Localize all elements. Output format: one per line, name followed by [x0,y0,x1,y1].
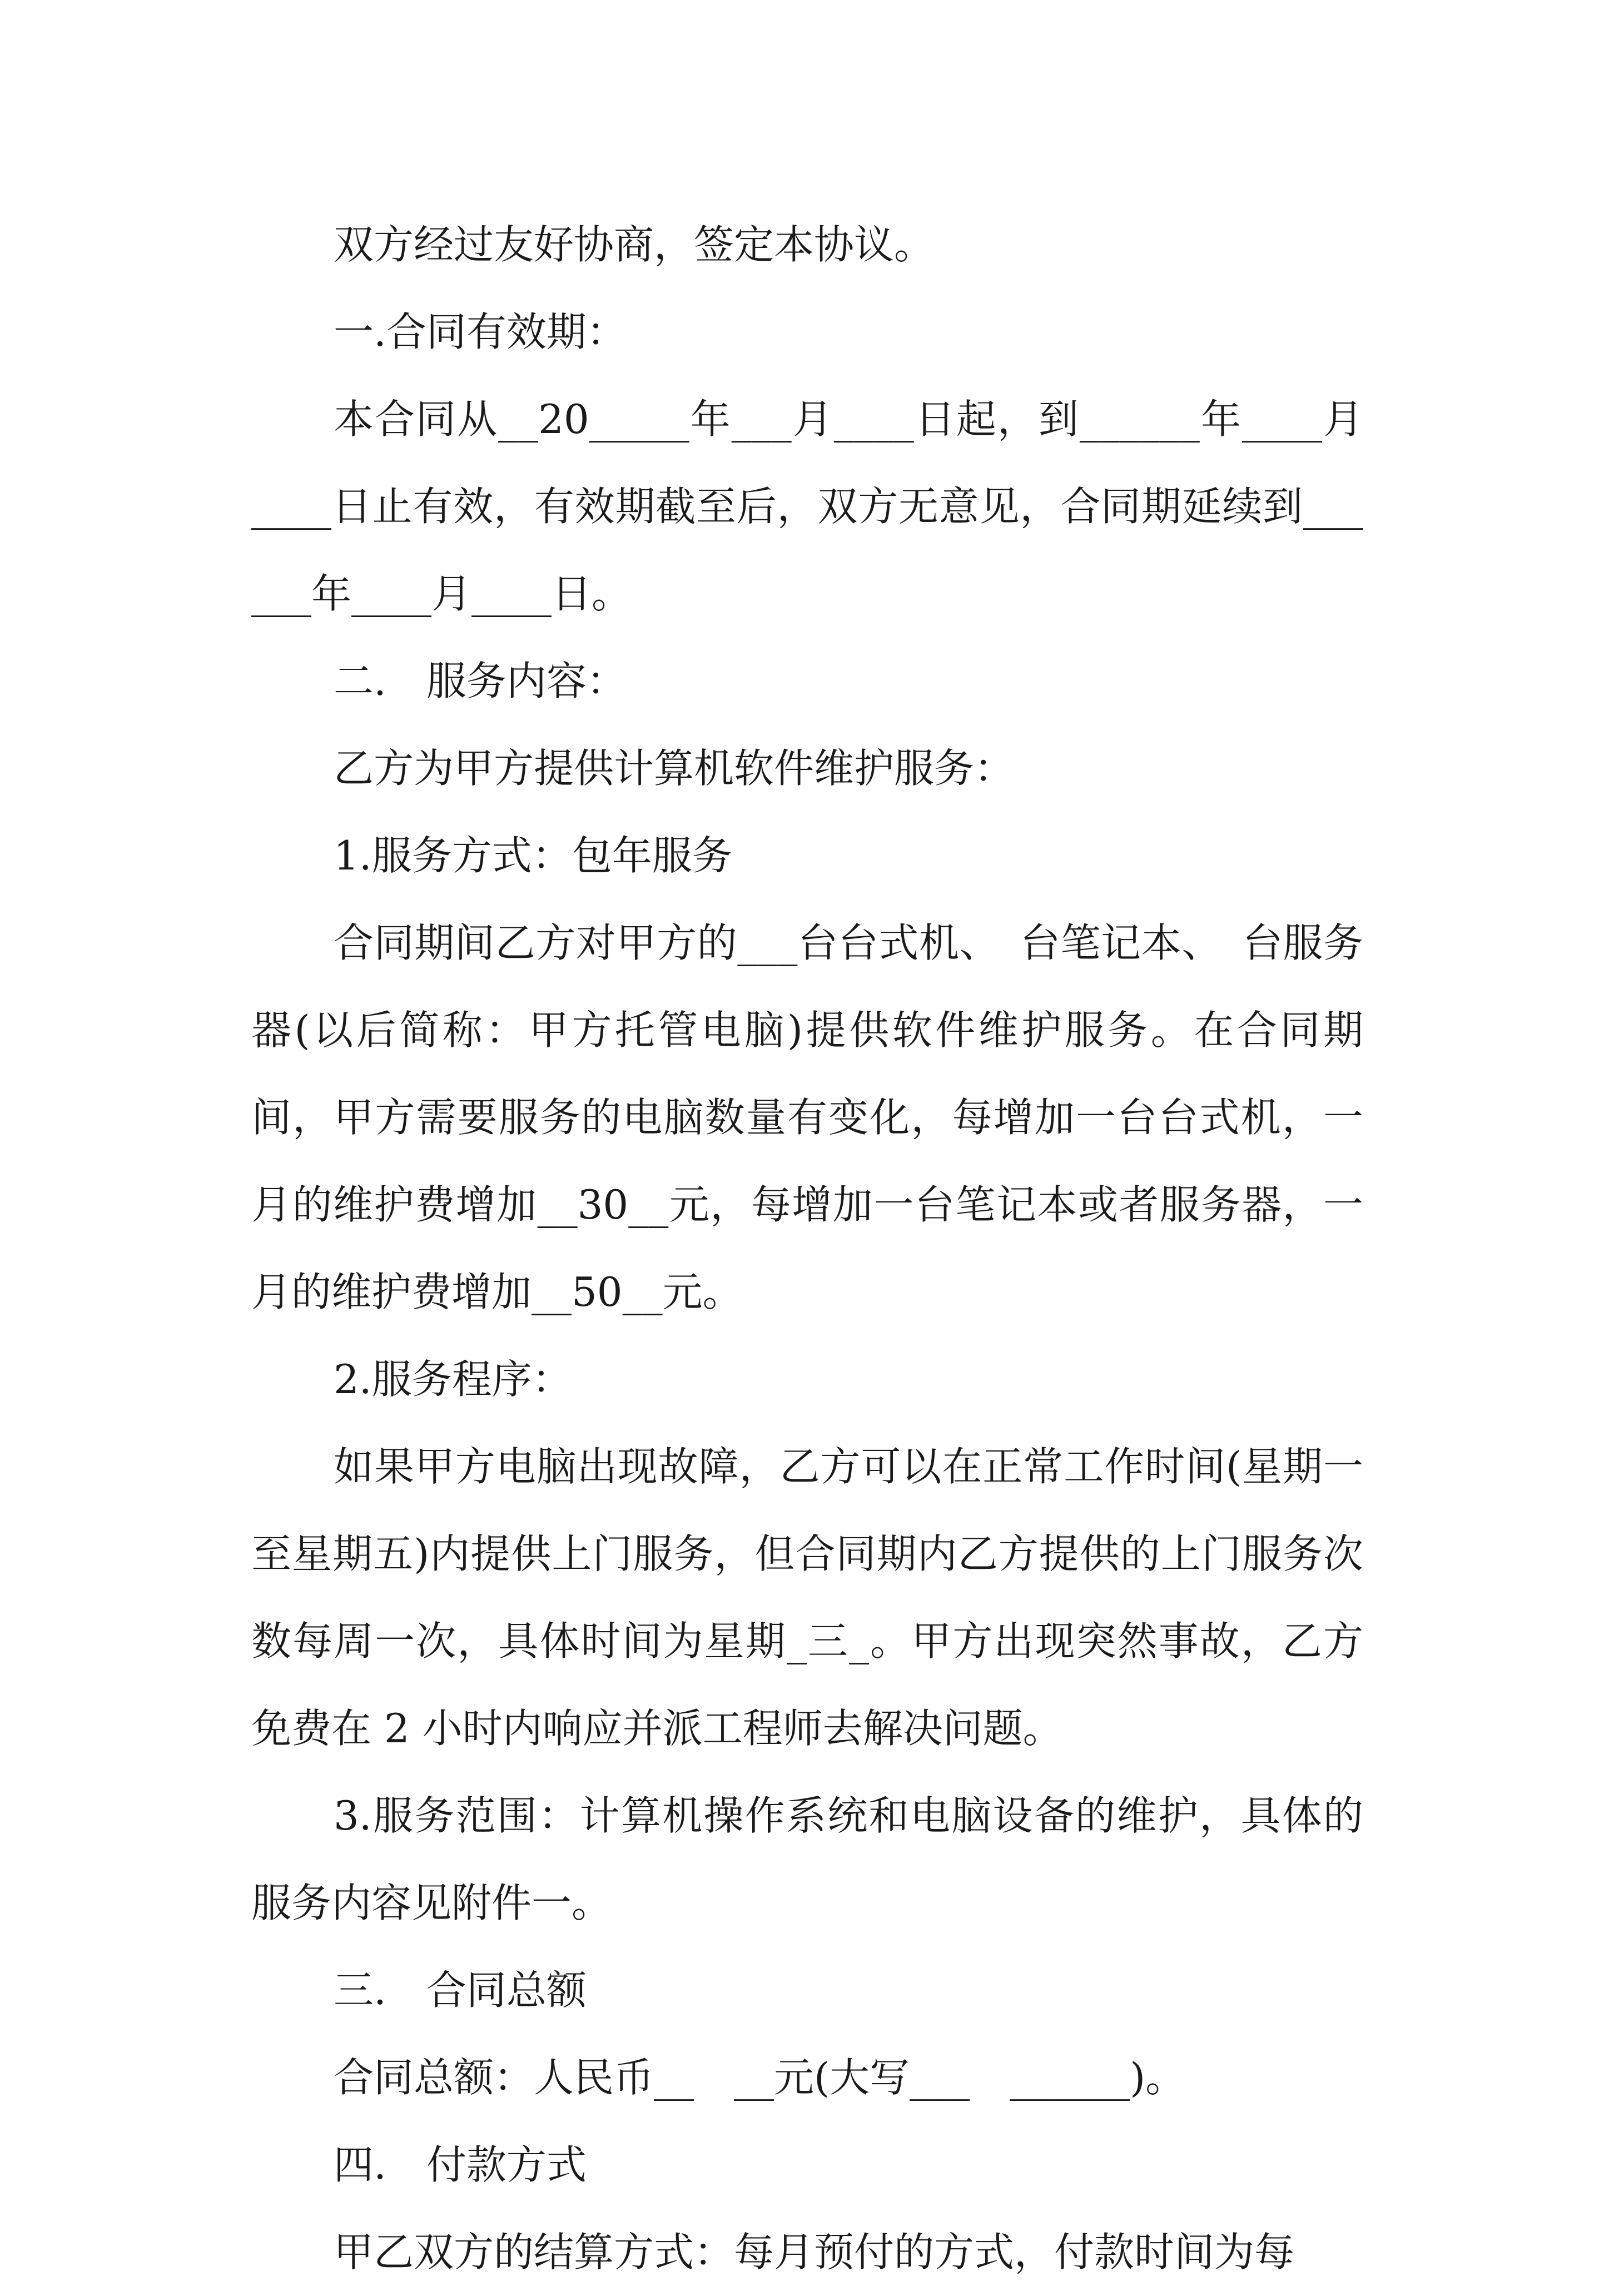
document-body [251,201,1363,2296]
paragraph-service-scope: 3.服务范围：计算机操作系统和电脑设备的维护，具体的服务内容见附件一。 [251,1792,1363,1926]
paragraph-service-procedure: 如果甲方电脑出现故障，乙方可以在正常工作时间(星期一至星期五)内提供上门服务，但合同期内乙方提供的上门服务次数每周一次，具体时间为星期_三_。甲方出现突然事故，乙方免费在 2 小时内响应并派工程师去解决问题。 [251,1443,1363,1752]
paragraph-service-intro: 乙方为甲方提供计算机软件维护服务： [334,745,1015,792]
subheading-service-mode: 1.服务方式：包年服务 [334,832,732,879]
subheading-service-procedure: 2.服务程序： [334,1356,572,1403]
paragraph-agreement-intro: 双方经过友好协商，签定本协议。 [334,221,935,268]
paragraph-contract-total: 合同总额：人民币__ __元(大写___ ______)。 [334,2054,1186,2101]
heading-payment-method: 四. 付款方式 [334,2141,587,2188]
heading-contract-term: 一.合同有效期： [334,309,627,355]
paragraph-payment-method: 甲乙双方的结算方式：每月预付的方式，付款时间为每 [334,2229,1295,2275]
paragraph-contract-term: 本合同从__20_____年___月____日起，到______年____月____日止有效，有效期截至后，双方无意见，合同期延续到______年____月____日。 [251,396,1363,617]
paragraph-service-mode: 合同期间乙方对甲方的___台台式机、 台笔记本、 台服务器(以后简称：甲方托管电脑)提供软件维护服务。在合同期间，甲方需要服务的电脑数量有变化，每增加一台台式机，一月的维护费增加__30__元，每增加一台笔记本或者服务器，一月的维护费增加__50__元。 [251,920,1363,1315]
heading-contract-total: 三. 合同总额 [334,1967,587,2014]
heading-service-content: 二. 服务内容： [334,658,627,704]
